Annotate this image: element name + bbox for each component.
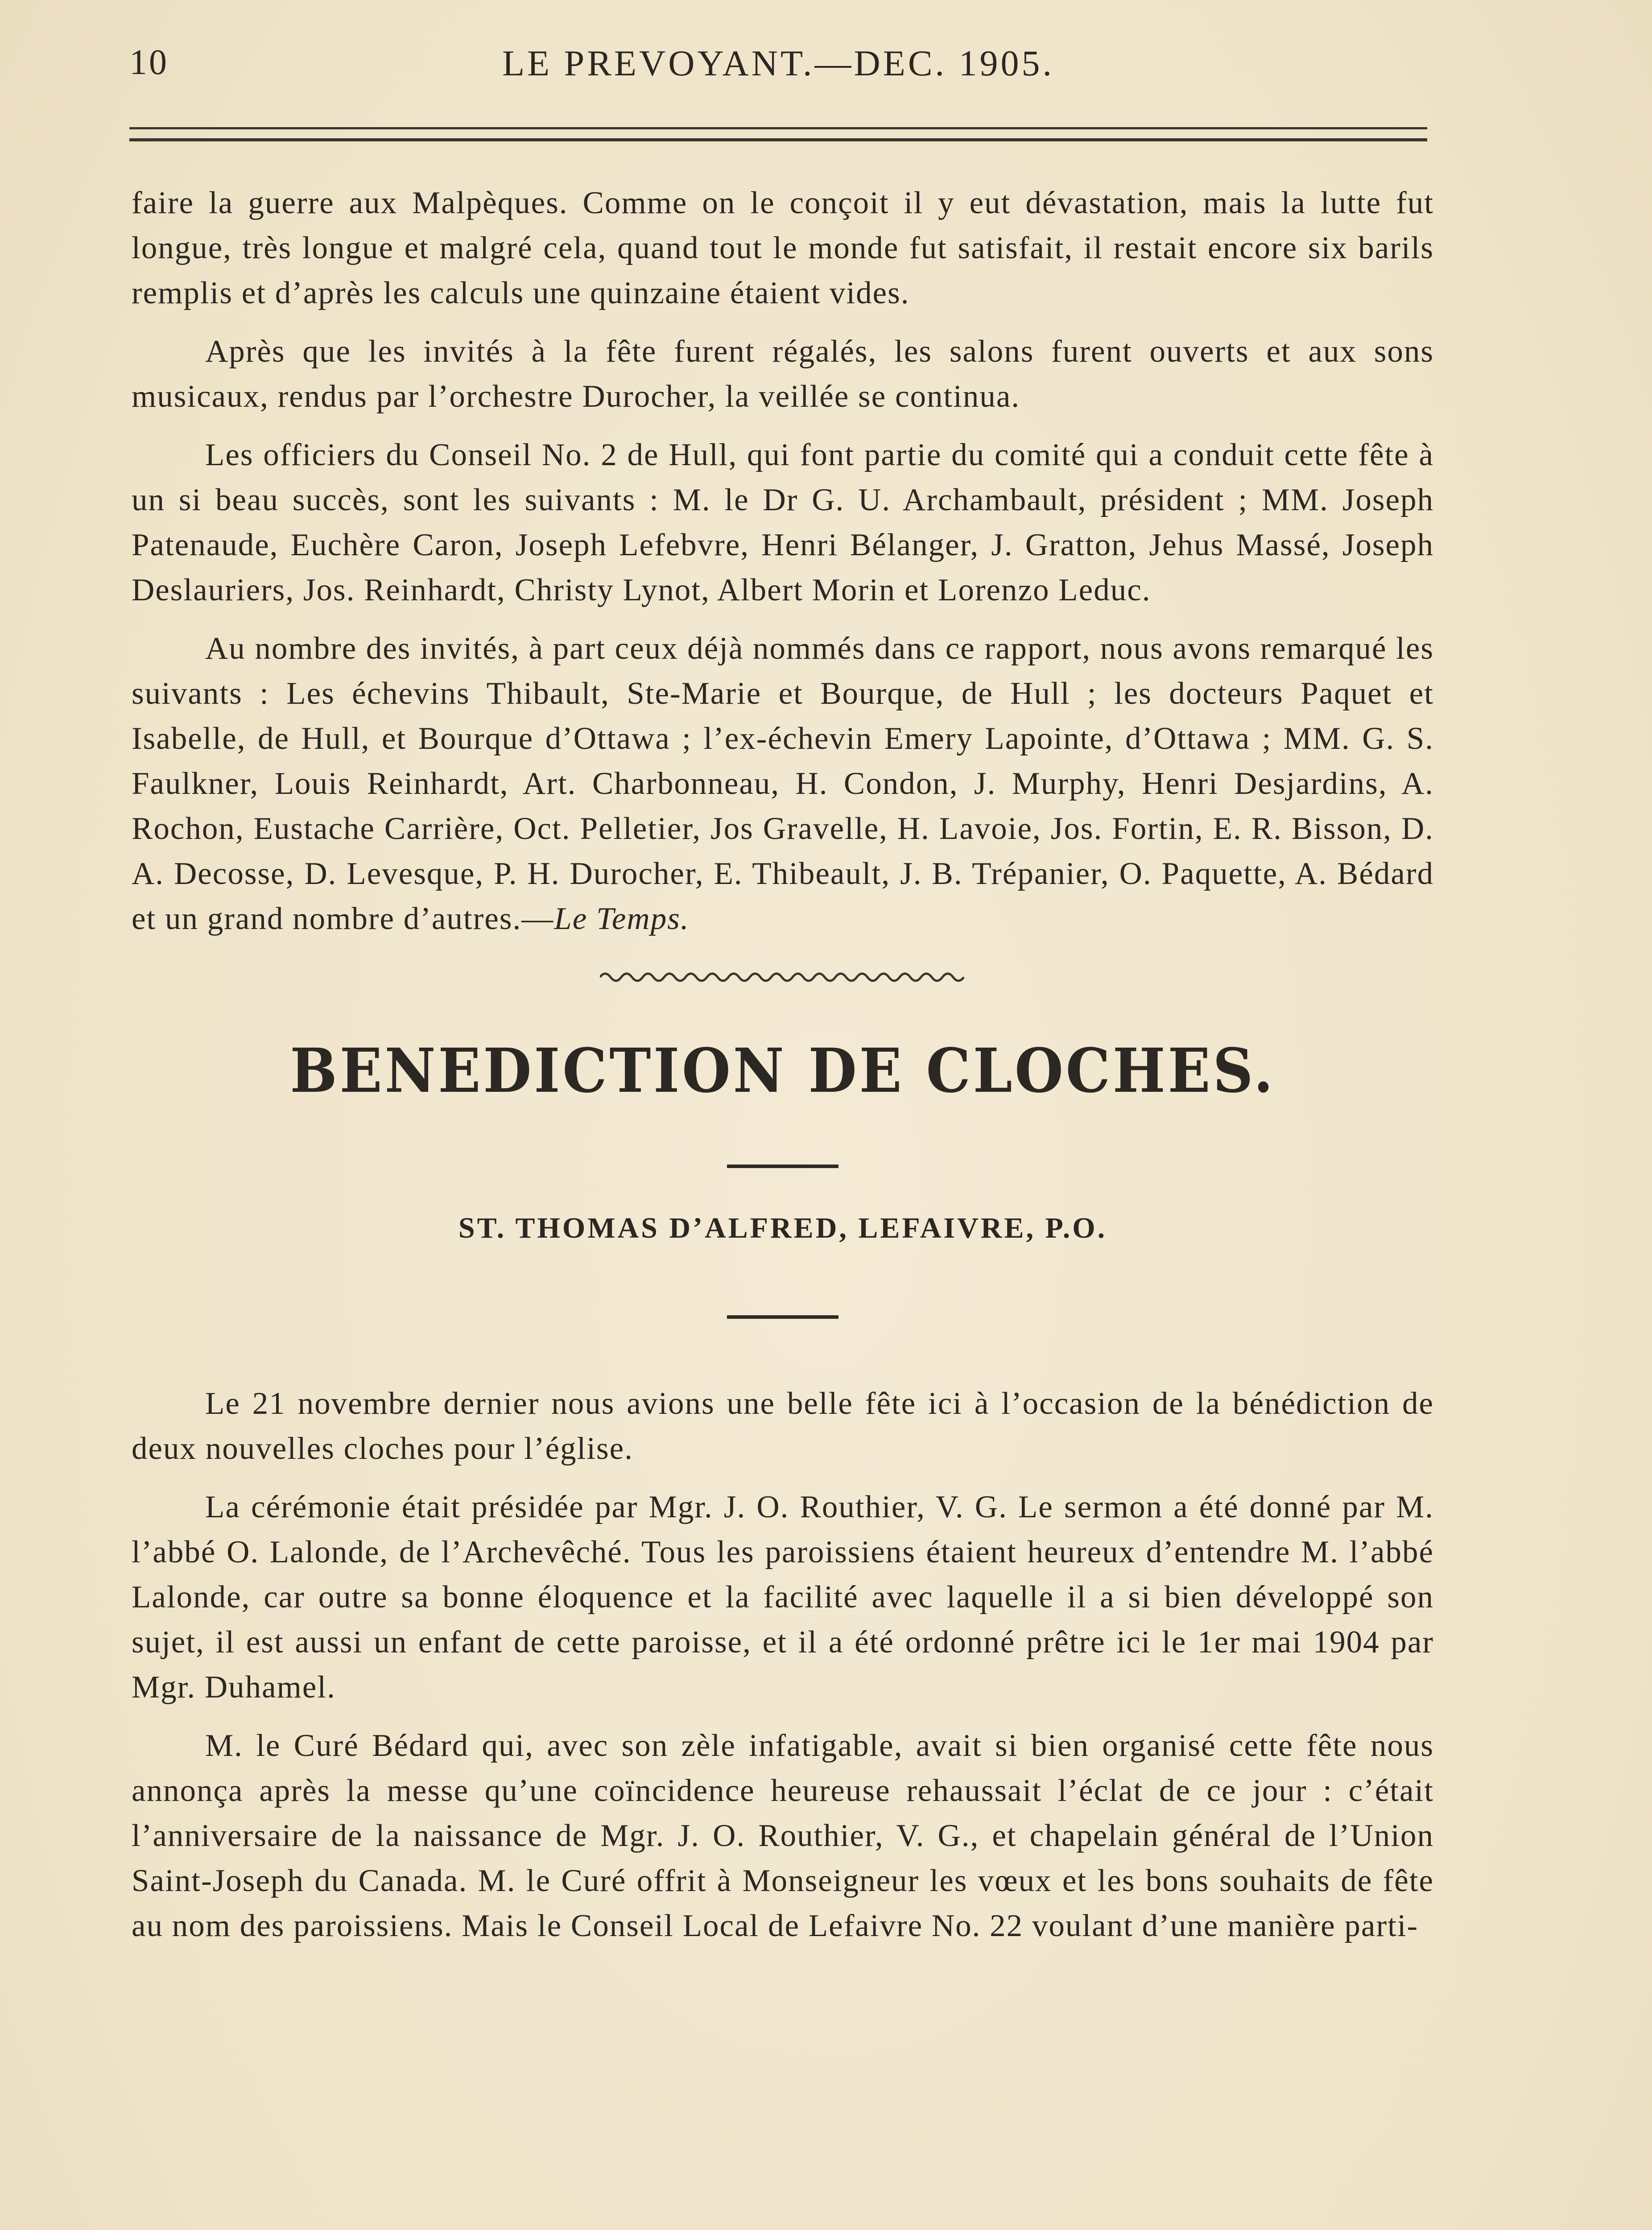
wavy-separator (600, 968, 966, 986)
page-body (132, 181, 1434, 1962)
title-rule (727, 1165, 838, 1168)
section-body (132, 1381, 1434, 1949)
paragraph: Les officiers du Conseil No. 2 de Hull, qui font partie du comité qui a conduit cette fête à un si beau succès, sont les suivants : M. le Dr G. U. Archambault, président ; MM. Joseph Patenaude, Euchère Caron, Joseph Lefebvre, Henri Bélanger, J. Gratton, Jehus Massé, Joseph Deslauriers, Jos. Reinhardt, Christy Lynot, Albert Morin et Lorenzo Leduc. (132, 438, 1434, 607)
paragraph: faire la guerre aux Malpèques. Comme on le conçoit il y eut dévastation, mais la lutte fut longue, très longue et malgré cela, quand tout le monde fut satisfait, il restait encore six barils remplis et d’après les calculs une quinzaine étaient vides. (132, 186, 1434, 310)
section-subtitle: ST. THOMAS D’ALFRED, LEFAIVRE, P.O. (458, 1212, 1107, 1244)
header-double-rule (129, 127, 1427, 141)
paragraph: M. le Curé Bédard qui, avec son zèle infatigable, avait si bien organisé cette fête nous annonça après la messe qu’une coïncidence heureuse rehaussait l’éclat de ce jour : c’était l’anniversaire de la naissance de Mgr. J. O. Routhier, V. G., et chapelain général de l’Union Saint-Joseph du Canada. M. le Curé offrit à Monseigneur les vœux et les bons souhaits de fête au nom des paroissiens. Mais le Conseil Local de Lefaivre No. 22 voulant d’une manière parti- (132, 1728, 1434, 1943)
running-title: LE PREVOYANT.—DEC. 1905. (502, 43, 1055, 83)
page-number: 10 (129, 43, 169, 82)
paragraph: Après que les invités à la fête furent régalés, les salons furent ouverts et aux sons musicaux, rendus par l’orchestre Durocher, la veillée se continua. (132, 334, 1434, 414)
paragraph: Le 21 novembre dernier nous avions une belle fête ici à l’occasion de la bénédiction de deux nouvelles cloches pour l’église. (132, 1386, 1434, 1466)
paragraph: La cérémonie était présidée par Mgr. J. O. Routhier, V. G. Le sermon a été donné par M. l’abbé O. Lalonde, de l’Archevêché. Tous les paroissiens étaient heureux d’entendre M. l’abbé Lalonde, car outre sa bonne éloquence et la facilité avec laquelle il a si bien développé son sujet, il est aussi un enfant de cette paroisse, et il a été ordonné prêtre ici le 1er mai 1904 par Mgr. Duhamel. (132, 1490, 1434, 1705)
paragraph-with-source (132, 626, 1434, 942)
source-citation: Le Temps. (554, 901, 690, 936)
subtitle-rule (727, 1315, 838, 1319)
page-header (129, 42, 1427, 96)
section-title: BENEDICTION DE CLOCHES. (290, 1035, 1276, 1107)
paragraph-text: Au nombre des invités, à part ceux déjà nommés dans ce rapport, nous avons remarqué les suivants : Les échevins Thibault, Ste-Marie et Bourque, de Hull ; les docteurs Paquet et Isabelle, de Hull, et Bourque d’Ottawa ; l’ex-échevin Emery Lapointe, d’Ottawa ; MM. G. S. Faulkner, Louis Reinhardt, Art. Charbonneau, H. Condon, J. Murphy, Henri Desjardins, A. Rochon, Eustache Carrière, Oct. Pelletier, Jos Gravelle, H. Lavoie, Jos. Fortin, E. R. Bisson, D. A. Decosse, D. Levesque, P. H. Durocher, E. Thibeault, J. B. Trépanier, O. Paquette, A. Bédard et un grand nombre d’autres.— (132, 631, 1434, 936)
